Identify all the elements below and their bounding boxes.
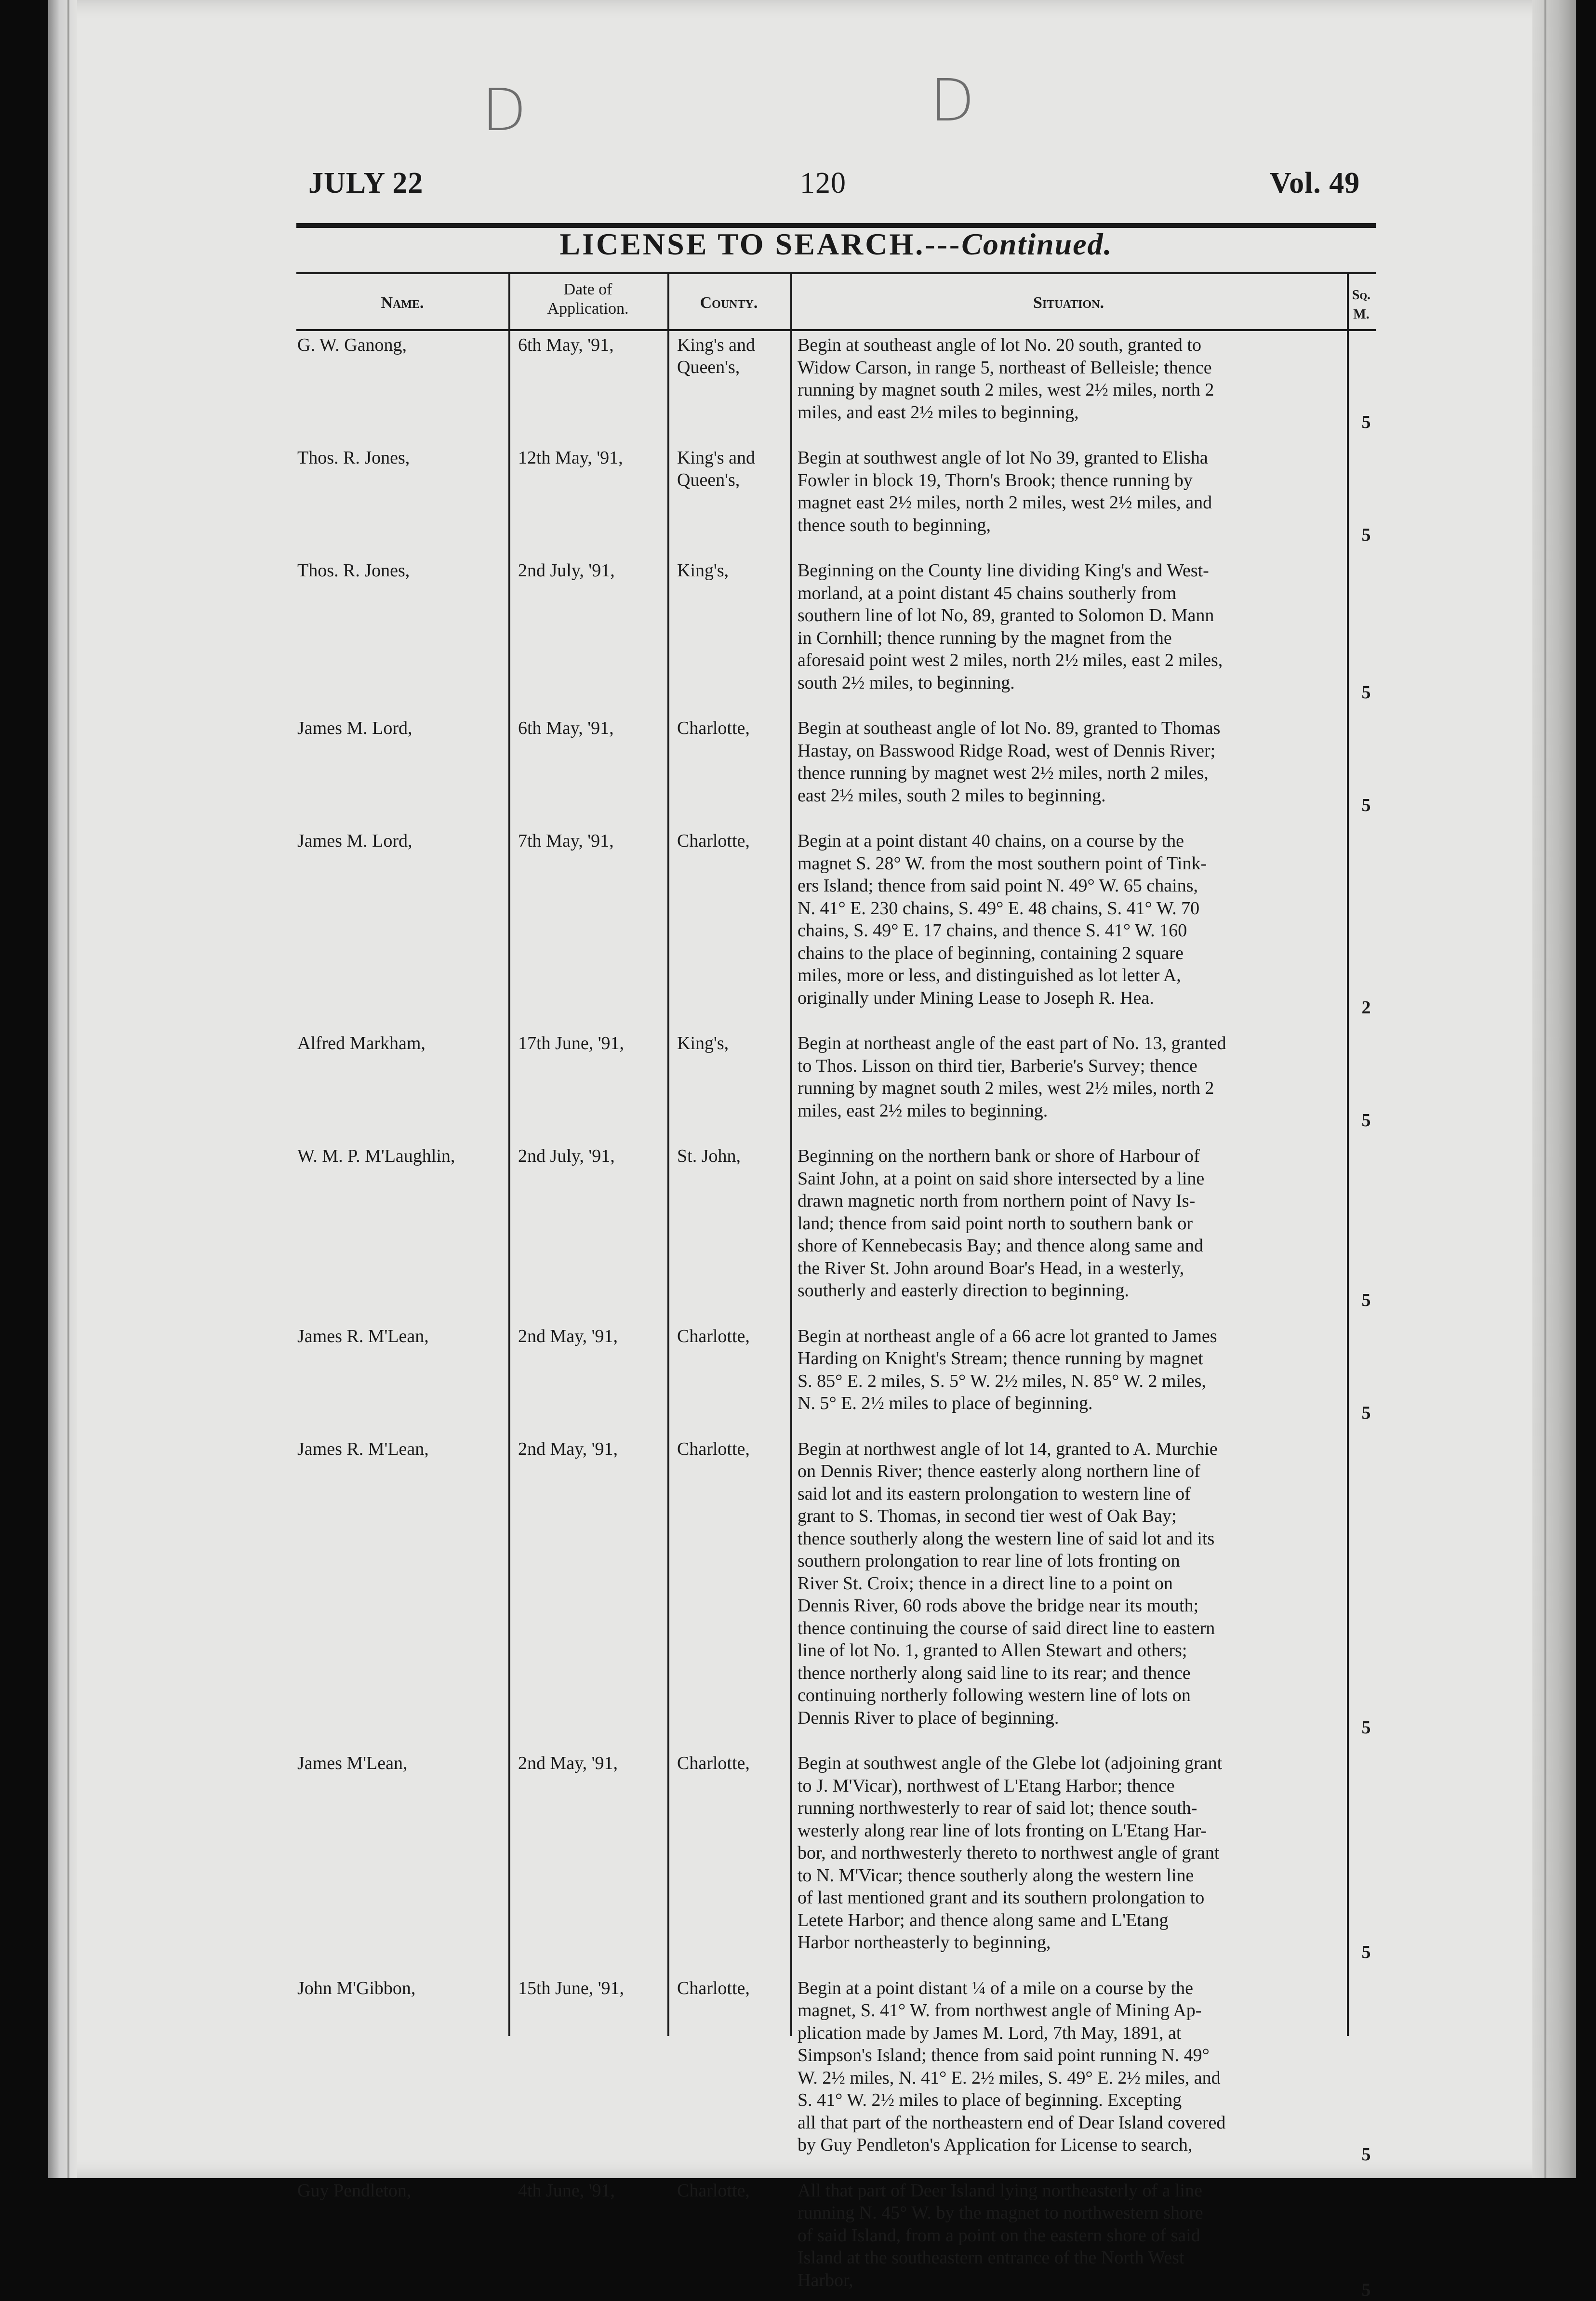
entry-situation	[798, 717, 1340, 807]
license-table	[296, 272, 1376, 2300]
entry-name: John M'Gibbon,	[297, 1978, 416, 1998]
right-page-edge	[1532, 0, 1576, 2178]
entry-situation-line: Saint John, at a point on said shore intersected by a line	[798, 1168, 1205, 1189]
entry-situation-line: running N. 45° W. by the magnet to northwestern shore	[798, 2203, 1203, 2223]
entry-situation	[798, 1325, 1340, 1415]
entry-date: 6th May, '91,	[518, 335, 614, 355]
entry-square-miles: 5	[1361, 1403, 1371, 1423]
entry-situation-line: shore of Kennebecasis Bay; and thence along same and	[798, 1236, 1204, 1256]
entry-square-miles: 2	[1361, 997, 1371, 1018]
entry-situation-line: thence continuing the course of said direct line to eastern	[798, 1618, 1215, 1638]
entry-date: 2nd May, '91,	[518, 1438, 618, 1459]
table-top-rule	[296, 272, 1376, 274]
entry-situation-line: magnet, S. 41° W. from northwest angle of Mining Ap-	[798, 2000, 1202, 2021]
entry-situation-line: continuing northerly following western line of lots on	[798, 1685, 1191, 1705]
entry-situation-line: Begin at a point distant ¼ of a mile on a course by the	[798, 1978, 1194, 1998]
entry-county-line: St. John,	[677, 1146, 741, 1166]
entry-situation-line: westerly along rear line of lots fronting on L'Etang Har-	[798, 1820, 1207, 1841]
entry-date: 7th May, '91,	[518, 831, 614, 851]
pencil-mark-left: D	[482, 77, 527, 144]
page-date: JULY 22	[308, 167, 424, 200]
entry-county-line: Charlotte,	[677, 1978, 750, 1998]
entry-square-miles: 5	[1361, 2279, 1371, 2300]
entry-situation-line: Widow Carson, in range 5, northeast of Belleisle; thence	[798, 357, 1212, 378]
entry-situation-line: All that part of Deer Island lying northeasterly of a line	[798, 2180, 1202, 2201]
entry-name: James R. M'Lean,	[297, 1326, 429, 1346]
entry-square-miles: 5	[1361, 682, 1371, 703]
left-page-edge	[48, 0, 77, 2178]
entry-situation-line: south 2½ miles, to beginning.	[798, 672, 1015, 693]
entry-situation-line: miles, more or less, and distinguished as lot letter A,	[798, 965, 1181, 985]
entry-county-line: King's and	[677, 335, 756, 355]
entry-date: 6th May, '91,	[518, 718, 614, 738]
entry-situation	[798, 1752, 1340, 1954]
entry-date: 2nd July, '91,	[518, 1146, 615, 1166]
entry-situation-line: Begin at northeast angle of a 66 acre lot granted to James	[798, 1326, 1217, 1346]
entry-situation	[798, 2180, 1340, 2292]
entry-situation-line: Harbor,	[798, 2270, 853, 2290]
entry-county-line: King's,	[677, 560, 729, 581]
entry-situation-line: Fowler in block 19, Thorn's Brook; thence running by	[798, 470, 1193, 491]
entry-situation-line: southern prolongation to rear line of lots fronting on	[798, 1551, 1180, 1571]
entry-situation	[798, 1145, 1340, 1302]
entry-county-line: Queen's,	[677, 470, 740, 490]
entry-square-miles: 5	[1361, 1942, 1371, 1962]
entry-situation-line: Harding on Knight's Stream; thence running by magnet	[798, 1348, 1203, 1369]
entry-situation-line: Begin at southeast angle of lot No. 89, granted to Thomas	[798, 718, 1221, 738]
entry-situation-line: running by magnet south 2 miles, west 2½ miles, north 2	[798, 380, 1214, 400]
entry-county-line: King's and	[677, 448, 756, 468]
entry-situation	[798, 830, 1340, 1009]
column-header-name: Name.	[381, 294, 424, 312]
gutter-line	[67, 0, 69, 2178]
entry-situation-line: magnet east 2½ miles, north 2 miles, west 2½ miles, and	[798, 492, 1212, 513]
entry-situation-line: Begin at a point distant 40 chains, on a course by the	[798, 831, 1184, 851]
gutter-line	[1544, 0, 1546, 2178]
entry-name: Alfred Markham,	[297, 1033, 426, 1053]
entry-situation-line: Dennis River, 60 rods above the bridge near its mouth;	[798, 1596, 1199, 1616]
entry-situation-line: Begin at southwest angle of the Glebe lot (adjoining grant	[798, 1753, 1223, 1773]
entry-county-line: King's,	[677, 1033, 729, 1053]
entry-situation-line: southern line of lot No, 89, granted to Solomon D. Mann	[798, 605, 1214, 625]
entry-situation-line: Island at the southeastern entrance of the North West	[798, 2248, 1184, 2268]
entry-situation-line: Begin at southeast angle of lot No. 20 south, granted to	[798, 335, 1201, 355]
entry-situation	[798, 447, 1340, 536]
entry-name: James M. Lord,	[297, 718, 412, 738]
entry-situation-line: said lot and its eastern prolongation to western line of	[798, 1483, 1191, 1504]
entry-county-line: Charlotte,	[677, 718, 750, 738]
entry-square-miles: 5	[1361, 524, 1371, 545]
entry-date: 2nd July, '91,	[518, 560, 615, 581]
entry-date: 17th June, '91,	[518, 1033, 625, 1053]
entry-situation-line: all that part of the northeastern end of Dear Island covered	[798, 2112, 1226, 2133]
entry-situation-line: plication made by James M. Lord, 7th May, 1891, at	[798, 2022, 1182, 2043]
entry-date: 15th June, '91,	[518, 1978, 625, 1998]
entry-square-miles: 5	[1361, 795, 1371, 815]
column-header-sq-m: Sq. M.	[1352, 288, 1371, 322]
entry-situation-line: magnet S. 28° W. from the most southern point of Tink-	[798, 853, 1207, 874]
pencil-mark-right: D	[930, 67, 975, 134]
entry-situation-line: southerly and easterly direction to beginning.	[798, 1280, 1130, 1301]
entry-county-line: Queen's,	[677, 357, 740, 377]
entry-situation-line: the River St. John around Boar's Head, in a westerly,	[798, 1258, 1184, 1278]
entry-situation-line: thence south to beginning,	[798, 515, 991, 535]
entry-situation	[798, 1032, 1340, 1122]
entry-name: Guy Pendleton,	[297, 2180, 412, 2201]
entry-square-miles: 5	[1361, 1717, 1371, 1738]
column-header-date-line1: Date of	[563, 280, 612, 298]
column-divider	[667, 272, 669, 2036]
column-header-situation: Situation.	[1033, 294, 1104, 312]
entry-situation-line: N. 5° E. 2½ miles to place of beginning.	[798, 1393, 1093, 1413]
entry-situation-line: Begin at southwest angle of lot No 39, granted to Elisha	[798, 448, 1208, 468]
entry-situation	[798, 1438, 1340, 1729]
page-number: 120	[800, 167, 846, 200]
column-header-county: County.	[700, 294, 758, 312]
entry-situation-line: running northwesterly to rear of said lot; thence south-	[798, 1798, 1197, 1818]
entry-situation-line: Simpson's Island; thence from said point running N. 49°	[798, 2045, 1210, 2065]
entry-situation-line: Beginning on the northern bank or shore of Harbour of	[798, 1146, 1200, 1166]
entry-date: 12th May, '91,	[518, 448, 623, 468]
entry-situation-line: bor, and northwesterly thereto to northwest angle of grant	[798, 1843, 1220, 1863]
entry-name: James R. M'Lean,	[297, 1438, 429, 1459]
entry-situation-line: land; thence from said point north to southern bank or	[798, 1213, 1193, 1234]
section-title-continued: Continued.	[961, 227, 1113, 261]
entry-situation-line: thence southerly along the western line of said lot and its	[798, 1528, 1215, 1549]
entry-name: James M'Lean,	[297, 1753, 408, 1773]
column-header-date-line2: Application.	[547, 300, 629, 318]
entry-situation-line: miles, east 2½ miles to beginning.	[798, 1100, 1048, 1121]
entry-date: 2nd May, '91,	[518, 1753, 618, 1773]
section-title	[296, 226, 1376, 262]
entry-situation-line: chains, S. 49° E. 17 chains, and thence S. 41° W. 160	[798, 920, 1187, 941]
entry-county-line: Charlotte,	[677, 1438, 750, 1459]
entry-date: 4th June, '91,	[518, 2180, 615, 2201]
entry-name: James M. Lord,	[297, 831, 412, 851]
entry-square-miles: 5	[1361, 412, 1371, 432]
entry-situation-line: originally under Mining Lease to Joseph R. Hea.	[798, 987, 1154, 1008]
entry-situation-line: W. 2½ miles, N. 41° E. 2½ miles, S. 49° E. 2½ miles, and	[798, 2067, 1221, 2088]
entry-situation-line: line of lot No. 1, granted to Allen Stewart and others;	[798, 1640, 1187, 1661]
entry-situation-line: Begin at northwest angle of lot 14, granted to A. Murchie	[798, 1438, 1218, 1459]
section-title-main: LICENSE TO SEARCH.---	[559, 227, 962, 261]
column-header-date	[508, 280, 667, 319]
entry-situation-line: thence northerly along said line to its rear; and thence	[798, 1663, 1191, 1683]
entry-situation-line: east 2½ miles, south 2 miles to beginning.	[798, 785, 1106, 806]
entry-situation-line: grant to S. Thomas, in second tier west of Oak Bay;	[798, 1506, 1177, 1526]
entry-situation-line: thence running by magnet west 2½ miles, north 2 miles,	[798, 763, 1209, 783]
entry-square-miles: 5	[1361, 1110, 1371, 1131]
entry-county-line: Charlotte,	[677, 2180, 750, 2201]
entry-situation-line: of said Island, from a point on the eastern shore of said	[798, 2225, 1200, 2246]
entry-situation-line: morland, at a point distant 45 chains southerly from	[798, 583, 1177, 603]
entry-situation-line: to N. M'Vicar; thence southerly along the western line	[798, 1865, 1194, 1886]
entry-square-miles: 5	[1361, 2144, 1371, 2165]
entry-situation	[798, 1977, 1340, 2156]
entry-situation-line: Dennis River to place of beginning.	[798, 1707, 1059, 1728]
entry-situation-line: River St. Croix; thence in a direct line to a point on	[798, 1573, 1173, 1594]
entry-square-miles: 5	[1361, 1290, 1371, 1310]
entry-situation-line: on Dennis River; thence easterly along northern line of	[798, 1461, 1200, 1481]
volume-label: Vol. 49	[1270, 167, 1360, 200]
entry-situation-line: to J. M'Vicar), northwest of L'Etang Harbor; thence	[798, 1775, 1175, 1796]
entry-name: Thos. R. Jones,	[297, 448, 410, 468]
entry-situation-line: S. 41° W. 2½ miles to place of beginning. Excepting	[798, 2090, 1182, 2110]
table-header-rule	[296, 329, 1376, 331]
entry-date: 2nd May, '91,	[518, 1326, 618, 1346]
entry-situation-line: by Guy Pendleton's Application for License to search,	[798, 2135, 1193, 2155]
entry-situation-line: of last mentioned grant and its southern prolongation to	[798, 1888, 1205, 1908]
entry-situation-line: to Thos. Lisson on third tier, Barberie's Survey; thence	[798, 1055, 1197, 1076]
entry-situation-line: miles, and east 2½ miles to beginning,	[798, 402, 1079, 423]
entry-situation-line: Letete Harbor; and thence along same and L'Etang	[798, 1910, 1169, 1930]
entry-situation-line: Hastay, on Basswood Ridge Road, west of Dennis River;	[798, 740, 1216, 761]
entry-name: Thos. R. Jones,	[297, 560, 410, 581]
entry-county-line: Charlotte,	[677, 831, 750, 851]
entry-name: W. M. P. M'Laughlin,	[297, 1146, 455, 1166]
entry-situation-line: N. 41° E. 230 chains, S. 49° E. 48 chains, S. 41° W. 70	[798, 898, 1200, 918]
entry-situation-line: Begin at northeast angle of the east part of No. 13, granted	[798, 1033, 1226, 1053]
entry-situation	[798, 559, 1340, 694]
entry-situation-line: ers Island; thence from said point N. 49° W. 65 chains,	[798, 876, 1198, 896]
entry-situation-line: drawn magnetic north from northern point of Navy Is-	[798, 1191, 1196, 1211]
column-divider	[1347, 272, 1349, 2036]
entry-county-line: Charlotte,	[677, 1326, 750, 1346]
entry-situation-line: Beginning on the County line dividing King's and West-	[798, 560, 1209, 581]
entry-county-line: Charlotte,	[677, 1753, 750, 1773]
entry-situation-line: Harbor northeasterly to beginning,	[798, 1932, 1051, 1953]
entry-situation-line: running by magnet south 2 miles, west 2½ miles, north 2	[798, 1078, 1214, 1098]
entry-situation-line: in Cornhill; thence running by the magnet from the	[798, 627, 1172, 648]
entry-situation-line: S. 85° E. 2 miles, S. 5° W. 2½ miles, N. 85° W. 2 miles,	[798, 1370, 1206, 1391]
entry-situation-line: aforesaid point west 2 miles, north 2½ miles, east 2 miles,	[798, 650, 1223, 670]
entry-situation	[798, 334, 1340, 424]
entry-name: G. W. Ganong,	[297, 335, 407, 355]
entry-situation-line: chains to the place of beginning, containing 2 square	[798, 943, 1184, 963]
